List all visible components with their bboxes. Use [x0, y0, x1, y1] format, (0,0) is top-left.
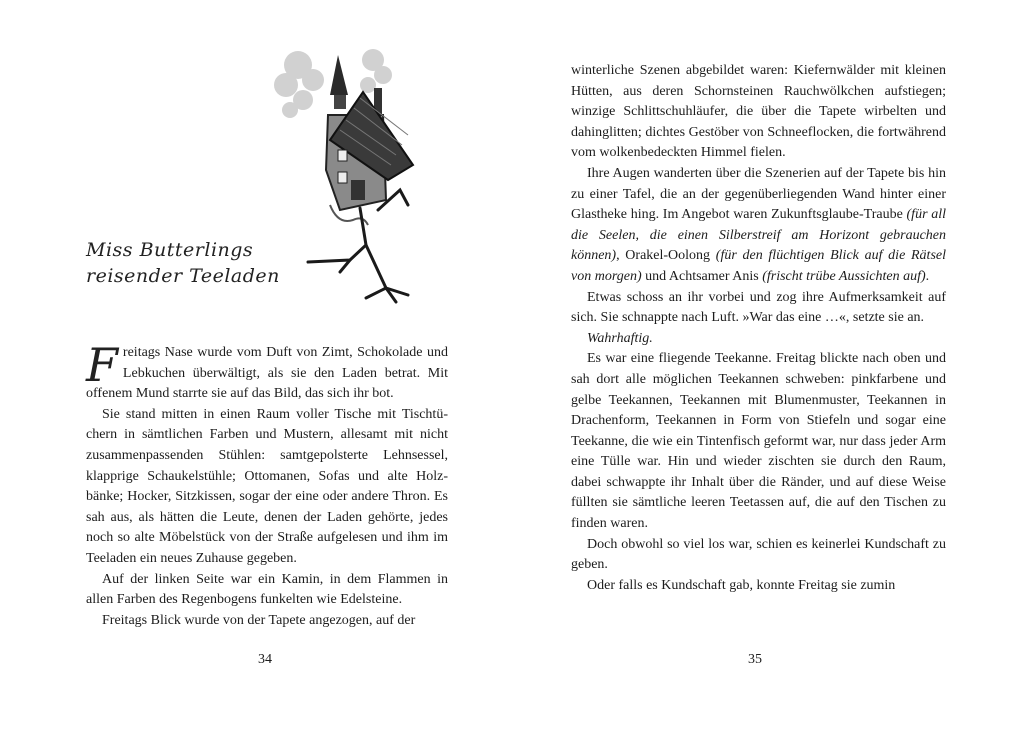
- right-body-text: [571, 61, 946, 596]
- text-run: und Achtsamer Anis: [641, 268, 763, 284]
- paragraph: winterliche Szenen abgebildet waren: Kiefernwälder mit kleinen Hütten, aus deren Schornsteinen Rauchwölkchen aufstiegen; winzige Schlittschuhläufer, die über die Tapete wirbelten und dahinglitten; dichtes Gestöber von Schneeflocken, die fortwährend vom wolkenbedeckten Himmel fielen.: [571, 63, 946, 161]
- paragraph: Sie stand mitten in einen Raum voller Tische mit Tischtüchern in sämtlichen Farben und Mustern, allesamt mit nicht zusammenpassenden Stühlen: samtgepolsterte Lehnsessel, klapprige Schaukelstühle; Ottomanen, Sofas und alte Holzbänke; Hocker, Sitzkissen, sogar der eine oder andere Thron. Es sah aus, als hätten die Leute, denen der Laden gehörte, jedes noch so alte Möbelstück von der Straße aufgelesen und ihm im Teeladen ein neues Zuhause gegeben.: [86, 406, 448, 566]
- paragraph: Freitags Blick wurde von der Tapete angezogen, auf der: [102, 612, 416, 628]
- italic-text: Wahrhaftig.: [587, 330, 653, 346]
- italic-text: (für den flüchtigen Blick auf die Rätsel von morgen): [571, 248, 946, 284]
- flying-teahouse-on-bird-legs-icon: [268, 40, 428, 305]
- paragraph: Doch obwohl so viel los war, schien es keinerlei Kundschaft zu geben.: [571, 536, 946, 573]
- chapter-title-line-2: reisender Teeladen: [86, 265, 280, 287]
- paragraph: Es war eine fliegende Teekanne. Freitag blickte nach oben und sah dort alle möglichen Teekannen schweben: pinkfarbene und gelbe Teekannen, Teekannen mit Blumenmuster, Teekannen in Drachenform, Teekannen in Form von Stiefeln und sogar eine Teekanne, die wie ein Tintenfisch geformt war, nur dass jeder Arm eine Tülle war. Hin und wieder zischten sie durch den Raum, dabei schwappte ihr Inhalt über die Ränder, und auf diese Weise füllten sie sämtliche leeren Teetassen auf, die auf den Tischen zu finden waren.: [571, 351, 946, 532]
- text-run: Ihre Augen wanderten über die Szenerien auf der Tapete bis hin zu einer Tafel, die an der gegenüberliegenden Wand hinter einer Glastheke hing. Im Angebot waren Zukunftsglaube-Traube: [571, 165, 946, 223]
- chapter-title: [86, 237, 280, 289]
- paragraph: Auf der linken Seite war ein Kamin, in dem Flammen in allen Farben des Regenbogens funkelten wie Edelsteine.: [86, 571, 448, 608]
- paragraph: Oder falls es Kundschaft gab, konnte Freitag sie zumin: [587, 577, 896, 593]
- drop-cap: F: [86, 338, 118, 392]
- paragraph: [571, 329, 946, 350]
- page-number-right: 35: [748, 652, 762, 667]
- text-run: .: [925, 268, 930, 284]
- paragraph: [86, 338, 448, 405]
- right-page: [510, 0, 1020, 738]
- italic-text: (für all die Seelen, die einen Silberstreif am Horizont gebrauchen können): [571, 207, 947, 264]
- page-number-left: 34: [258, 652, 272, 667]
- left-body-text: [86, 338, 448, 631]
- chapter-title-line-1: Miss Butterlings: [86, 239, 254, 261]
- italic-text: (frischt trübe Aussichten auf): [762, 268, 926, 284]
- paragraph: Etwas schoss an ihr vorbei und zog ihre Aufmerksamkeit auf sich. Sie schnappte nach Luft. »War das eine …«, setzte sie an.: [571, 289, 946, 326]
- paragraph-text: reitags Nase wurde vom Duft von Zimt, Schokolade und Lebkuchen überwältigt, als sie den Laden betrat. Mit offenem Mund starrte sie auf das Bild, das sich ihr bot.: [86, 345, 448, 402]
- text-run: , Orakel-Oolong: [616, 248, 716, 264]
- paragraph: [571, 164, 946, 288]
